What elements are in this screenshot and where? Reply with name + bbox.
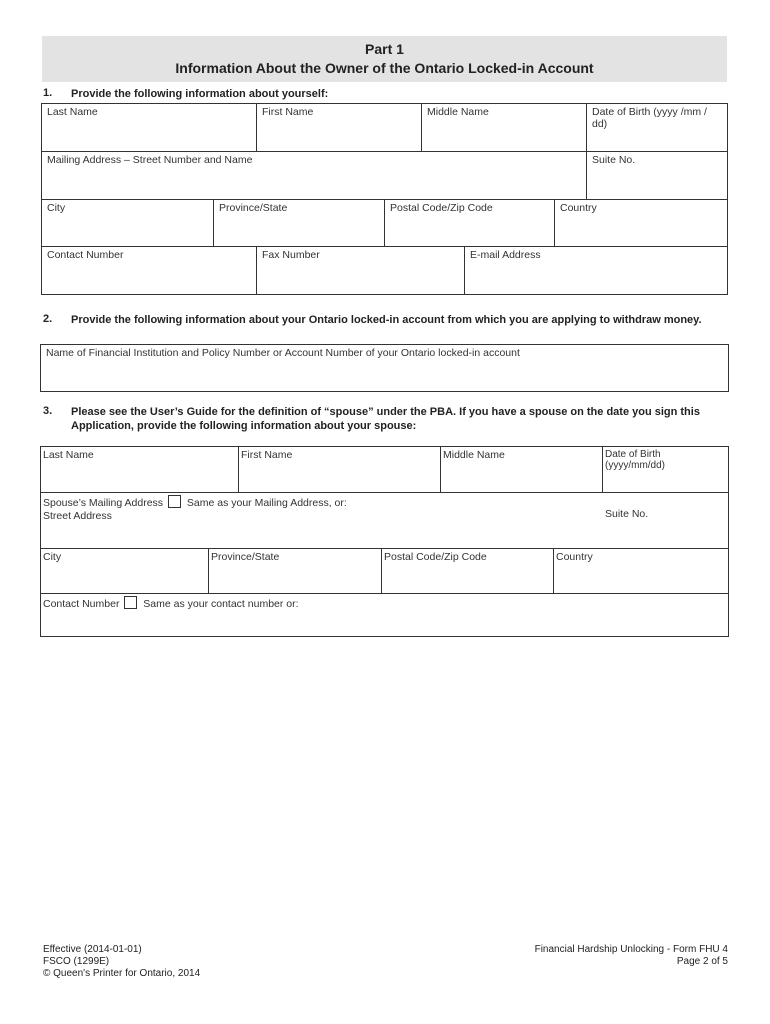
footer-fsco: FSCO (1299E) (43, 956, 110, 967)
same-address-label: Same as your Mailing Address, or: (186, 497, 347, 509)
footer-right (535, 944, 728, 968)
same-contact-label: Same as your contact number or: (143, 598, 299, 610)
owner-middle-name-field[interactable] (422, 104, 587, 152)
owner-province-label: Province/State (219, 202, 288, 214)
spouse-postal-field[interactable] (382, 549, 554, 594)
account-info-table (40, 344, 729, 392)
owner-last-name-field[interactable] (42, 104, 257, 152)
spouse-mailing-label: Spouse’s Mailing Address (43, 497, 164, 509)
owner-contact-label: Contact Number (47, 249, 124, 261)
spouse-contact-label: Contact Number (43, 598, 120, 610)
spouse-city-label: City (43, 551, 62, 563)
spouse-info-table (40, 446, 729, 637)
spouse-suite-label: Suite No. (605, 508, 649, 520)
spouse-first-name-label: First Name (241, 449, 293, 461)
owner-dob-label: Date of Birth (yyyy /mm / dd) (592, 106, 707, 130)
owner-suite-label: Suite No. (592, 154, 636, 166)
footer-effective: Effective (2014-01-01) (43, 944, 142, 955)
spouse-last-name-label: Last Name (43, 449, 94, 461)
footer-form: Financial Hardship Unlocking - Form FHU 4 (534, 944, 728, 955)
footer-page: Page 2 of 5 (676, 956, 728, 967)
q3-text (71, 405, 731, 433)
spouse-country-label: Country (556, 551, 593, 563)
owner-middle-name-label: Middle Name (427, 106, 489, 118)
q1-number: 1. (43, 87, 53, 99)
owner-suite-field[interactable] (587, 152, 728, 200)
owner-postal-label: Postal Code/Zip Code (390, 202, 493, 214)
q3-number: 3. (43, 405, 53, 417)
owner-mailing-address-label: Mailing Address – Street Number and Name (47, 154, 253, 166)
owner-country-label: Country (560, 202, 597, 214)
spouse-province-field[interactable] (209, 549, 382, 594)
q1-text: Provide the following information about yourself: (71, 88, 329, 100)
spouse-contact-field[interactable] (41, 594, 729, 637)
spouse-first-name-field[interactable] (239, 447, 441, 493)
spouse-mailing-address-field[interactable] (41, 493, 729, 549)
owner-mailing-address-field[interactable] (42, 152, 587, 200)
spouse-dob-field[interactable] (603, 447, 729, 493)
q2-text: Provide the following information about your Ontario locked-in account from which you are applying to withdraw money. (71, 314, 702, 326)
owner-fax-label: Fax Number (262, 249, 320, 261)
q2-number: 2. (43, 313, 53, 325)
owner-info-table (41, 103, 728, 295)
owner-postal-field[interactable] (385, 200, 555, 247)
part-title: Information About the Owner of the Ontario Locked-in Account (175, 60, 594, 76)
q3-text-line1: Please see the User’s Guide for the definition of “spouse” under the PBA. If you have a spouse on the date you sign this (71, 406, 700, 418)
same-address-checkbox[interactable] (168, 495, 181, 508)
owner-fax-field[interactable] (257, 247, 465, 295)
owner-contact-field[interactable] (42, 247, 257, 295)
footer-left (43, 944, 200, 980)
footer-copyright: © Queen's Printer for Ontario, 2014 (43, 968, 201, 979)
owner-first-name-label: First Name (262, 106, 314, 118)
spouse-province-label: Province/State (211, 551, 280, 563)
spouse-last-name-field[interactable] (41, 447, 239, 493)
spouse-city-field[interactable] (41, 549, 209, 594)
owner-email-field[interactable] (465, 247, 728, 295)
owner-dob-field[interactable] (587, 104, 728, 152)
part-header (42, 36, 727, 82)
financial-institution-field[interactable] (41, 345, 729, 392)
same-contact-checkbox[interactable] (124, 596, 137, 609)
owner-email-label: E-mail Address (470, 249, 541, 261)
q3-text-line2: Application, provide the following information about your spouse: (71, 420, 417, 432)
spouse-postal-label: Postal Code/Zip Code (384, 551, 487, 563)
owner-city-label: City (47, 202, 66, 214)
owner-city-field[interactable] (42, 200, 214, 247)
spouse-middle-name-field[interactable] (441, 447, 603, 493)
street-address-label: Street Address (43, 510, 112, 522)
owner-country-field[interactable] (555, 200, 728, 247)
spouse-dob-label: Date of Birth (yyyy/mm/dd) (605, 449, 665, 471)
owner-province-field[interactable] (214, 200, 385, 247)
spouse-country-field[interactable] (554, 549, 729, 594)
financial-institution-label: Name of Financial Institution and Policy Number or Account Number of your Ontario locked-in account (46, 347, 520, 359)
owner-first-name-field[interactable] (257, 104, 422, 152)
part-number: Part 1 (365, 41, 404, 57)
owner-last-name-label: Last Name (47, 106, 98, 118)
spouse-middle-name-label: Middle Name (443, 449, 505, 461)
